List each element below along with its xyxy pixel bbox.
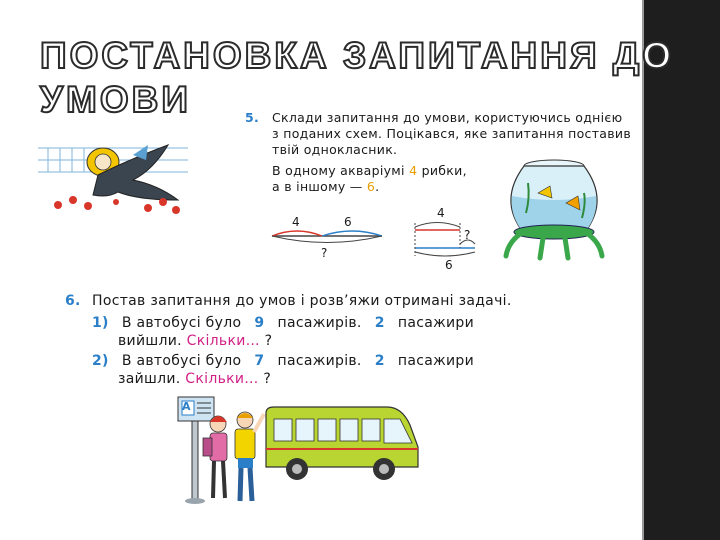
slide-title [40,34,674,122]
item-value: 2 [374,315,385,331]
task6-item1-line1 [92,315,474,331]
condition-value-4: 4 [409,163,418,178]
task6-intro: Постав запитання до умов і розв’яжи отримані задачі. [92,293,512,309]
item-question: Скільки… [185,371,259,387]
task6-item2-num: 2) [92,353,109,369]
children-illustration [200,408,270,506]
item-text: ? [264,333,273,349]
cat-bird-illustration [38,140,188,215]
scheme2-diagram [410,218,485,260]
scheme2-label-bottom: 6 [445,258,453,272]
item-text: пасажирів. [277,315,362,331]
item-text: вийшли. [118,333,182,349]
condition-text: а в іншому — [272,179,363,194]
item-value: 7 [254,353,265,369]
task6-item2-line1 [92,353,474,369]
task6-number: 6. [65,293,81,309]
task5-number: 5. [245,110,260,125]
condition-text: В одному акваріумі [272,163,405,178]
item-text: В автобусі було [121,353,242,369]
task6-item1-line2 [118,333,272,349]
item-value: 2 [374,353,385,369]
item-text: пасажири [397,315,474,331]
task5-text-line2: з поданих схем. Поцікався, яке запитання поставив [272,126,631,141]
task6-item1-num: 1) [92,315,109,331]
bus-illustration [262,405,422,485]
slide-title-line1: ПОСТАНОВКА ЗАПИТАННЯ ДО [40,35,675,76]
item-text: пасажири [397,353,474,369]
condition-value-6: 6 [366,179,376,194]
task5-text-line1: Склади запитання до умови, користуючись однією [272,110,623,125]
task6-item2-line2 [118,371,271,387]
item-question: Скільки… [186,333,260,349]
bus-stop-sign-letter: А [182,400,191,413]
task5-condition-line1 [272,163,467,178]
condition-text: рибки, [421,163,467,178]
item-text: ? [263,371,272,387]
task5-condition-line2 [272,179,379,194]
condition-text: . [375,179,380,194]
item-value: 9 [254,315,265,331]
item-text: пасажирів. [277,353,362,369]
task5-text-line3: твій однокласник. [272,142,398,157]
scheme1-label-b: 6 [344,215,352,229]
slide-title-line2: УМОВИ [40,79,191,120]
scheme2-label-top: 4 [437,206,445,220]
scheme1-label-a: 4 [292,215,300,229]
fishbowl-illustration [498,158,610,263]
scheme1-label-q: ? [321,246,328,260]
item-text: В автобусі було [121,315,242,331]
scheme2-label-q: ? [464,228,471,242]
item-text: зайшли. [118,371,181,387]
scheme1-diagram [270,225,386,247]
